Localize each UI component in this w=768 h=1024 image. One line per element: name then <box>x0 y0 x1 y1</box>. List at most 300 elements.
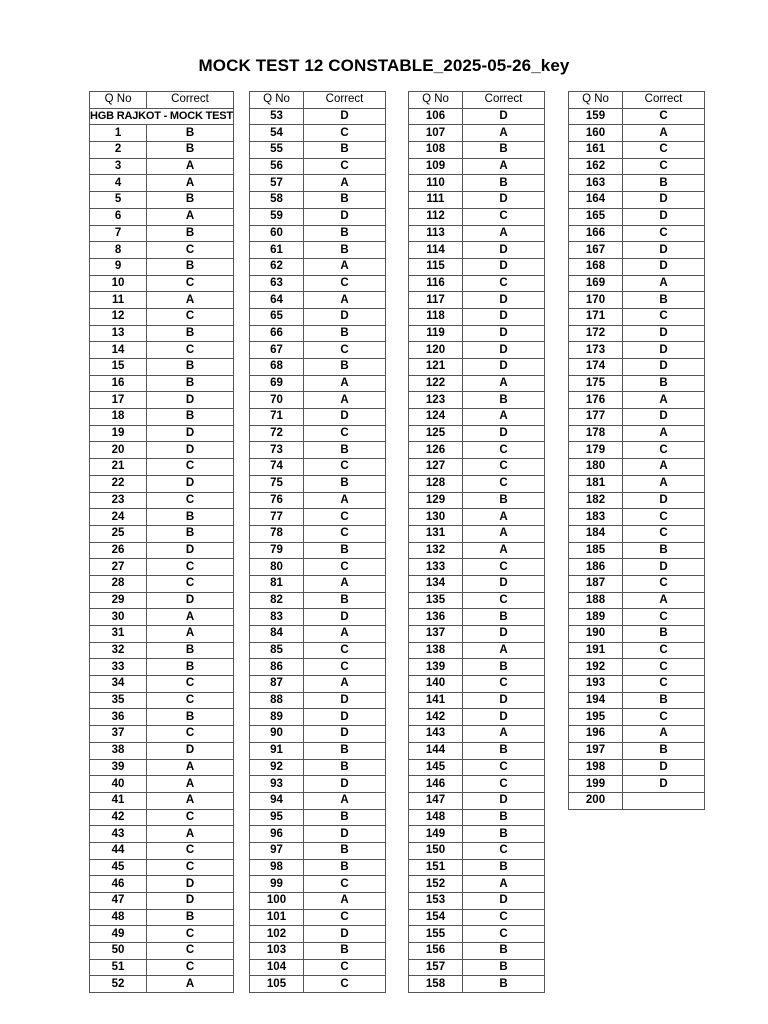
table-row <box>569 158 705 175</box>
table-row <box>409 559 545 576</box>
table-row <box>409 242 545 259</box>
question-number: 59 <box>250 208 304 225</box>
header-correct: Correct <box>304 92 386 109</box>
correct-answer: A <box>463 726 545 743</box>
table-row <box>569 192 705 209</box>
correct-answer: A <box>304 676 386 693</box>
table-row <box>90 542 234 559</box>
correct-answer: B <box>304 809 386 826</box>
question-number: 21 <box>90 459 147 476</box>
correct-answer: C <box>463 475 545 492</box>
correct-answer: A <box>304 392 386 409</box>
table-row <box>250 859 386 876</box>
question-number: 158 <box>409 976 463 993</box>
table-row <box>569 509 705 526</box>
correct-answer: D <box>623 242 705 259</box>
table-row <box>90 709 234 726</box>
table-header-row <box>569 92 705 109</box>
question-number: 57 <box>250 175 304 192</box>
correct-answer: A <box>147 609 234 626</box>
question-number: 147 <box>409 792 463 809</box>
question-number: 152 <box>409 876 463 893</box>
table-row <box>90 359 234 376</box>
correct-answer: C <box>147 859 234 876</box>
table-row <box>250 826 386 843</box>
question-number: 150 <box>409 842 463 859</box>
table-row <box>250 842 386 859</box>
correct-answer: B <box>304 742 386 759</box>
correct-answer: C <box>623 525 705 542</box>
table-row <box>569 308 705 325</box>
correct-answer: A <box>304 575 386 592</box>
table-row <box>409 342 545 359</box>
question-number: 32 <box>90 642 147 659</box>
question-number: 51 <box>90 959 147 976</box>
table-row <box>250 525 386 542</box>
question-number: 97 <box>250 842 304 859</box>
table-row <box>90 142 234 159</box>
table-row <box>569 242 705 259</box>
question-number: 35 <box>90 692 147 709</box>
correct-answer: D <box>304 709 386 726</box>
question-number: 44 <box>90 842 147 859</box>
correct-answer: D <box>623 409 705 426</box>
correct-answer: D <box>623 359 705 376</box>
question-number: 191 <box>569 642 623 659</box>
question-number: 65 <box>250 308 304 325</box>
question-number: 72 <box>250 425 304 442</box>
table-row <box>90 392 234 409</box>
correct-answer: D <box>304 308 386 325</box>
table-row <box>569 459 705 476</box>
correct-answer: B <box>147 192 234 209</box>
table-row <box>90 492 234 509</box>
table-row <box>409 659 545 676</box>
question-number: 92 <box>250 759 304 776</box>
table-row <box>250 909 386 926</box>
correct-answer: A <box>463 225 545 242</box>
question-number: 146 <box>409 776 463 793</box>
correct-answer: B <box>623 542 705 559</box>
correct-answer: A <box>304 375 386 392</box>
question-number: 143 <box>409 726 463 743</box>
correct-answer: C <box>147 676 234 693</box>
question-number: 196 <box>569 726 623 743</box>
correct-answer: B <box>304 359 386 376</box>
question-number: 199 <box>569 776 623 793</box>
table-row <box>569 659 705 676</box>
question-number: 195 <box>569 709 623 726</box>
question-number: 40 <box>90 776 147 793</box>
correct-answer: C <box>147 492 234 509</box>
correct-answer: B <box>304 859 386 876</box>
correct-answer: B <box>147 642 234 659</box>
table-row <box>90 409 234 426</box>
question-number: 138 <box>409 642 463 659</box>
correct-answer: C <box>463 208 545 225</box>
table-row <box>250 192 386 209</box>
table-row <box>569 626 705 643</box>
table-row <box>569 792 705 809</box>
table-row <box>409 392 545 409</box>
question-number: 109 <box>409 158 463 175</box>
correct-answer: B <box>147 325 234 342</box>
question-number: 8 <box>90 242 147 259</box>
question-number: 142 <box>409 709 463 726</box>
correct-answer: B <box>463 175 545 192</box>
table-row <box>409 459 545 476</box>
question-number: 27 <box>90 559 147 576</box>
question-number: 90 <box>250 726 304 743</box>
question-number: 22 <box>90 475 147 492</box>
question-number: 82 <box>250 592 304 609</box>
question-number: 121 <box>409 359 463 376</box>
table-row <box>90 375 234 392</box>
question-number: 64 <box>250 292 304 309</box>
table-row <box>569 575 705 592</box>
question-number: 136 <box>409 609 463 626</box>
correct-answer: A <box>463 375 545 392</box>
correct-answer: D <box>304 692 386 709</box>
correct-answer: C <box>463 776 545 793</box>
question-number: 34 <box>90 676 147 693</box>
correct-answer: C <box>304 459 386 476</box>
correct-answer: B <box>147 909 234 926</box>
question-number: 144 <box>409 742 463 759</box>
question-number: 130 <box>409 509 463 526</box>
correct-answer: A <box>623 475 705 492</box>
table-row <box>409 809 545 826</box>
correct-answer: B <box>147 409 234 426</box>
correct-answer: C <box>623 308 705 325</box>
question-number: 20 <box>90 442 147 459</box>
table-row <box>250 142 386 159</box>
correct-answer: B <box>623 626 705 643</box>
question-number: 28 <box>90 575 147 592</box>
correct-answer: D <box>463 893 545 910</box>
table-row <box>569 742 705 759</box>
correct-answer: B <box>147 142 234 159</box>
table-row <box>569 409 705 426</box>
table-row <box>569 542 705 559</box>
table-row <box>90 759 234 776</box>
correct-answer: C <box>623 108 705 125</box>
header-qno: Q No <box>90 92 147 109</box>
correct-answer: C <box>304 959 386 976</box>
correct-answer: D <box>463 692 545 709</box>
question-number: 132 <box>409 542 463 559</box>
question-number: 95 <box>250 809 304 826</box>
table-row <box>409 375 545 392</box>
question-number: 175 <box>569 375 623 392</box>
correct-answer: C <box>304 525 386 542</box>
correct-answer: D <box>147 893 234 910</box>
correct-answer: A <box>623 125 705 142</box>
question-number: 67 <box>250 342 304 359</box>
correct-answer: D <box>463 258 545 275</box>
question-number: 180 <box>569 459 623 476</box>
correct-answer: B <box>304 142 386 159</box>
table-row <box>409 759 545 776</box>
question-number: 135 <box>409 592 463 609</box>
correct-answer: C <box>623 509 705 526</box>
correct-answer: C <box>304 559 386 576</box>
table-row <box>409 726 545 743</box>
question-number: 11 <box>90 292 147 309</box>
table-row <box>569 609 705 626</box>
question-number: 48 <box>90 909 147 926</box>
correct-answer: B <box>463 492 545 509</box>
question-number: 58 <box>250 192 304 209</box>
table-row <box>250 125 386 142</box>
question-number: 50 <box>90 943 147 960</box>
question-number: 185 <box>569 542 623 559</box>
correct-answer: B <box>463 142 545 159</box>
question-number: 69 <box>250 375 304 392</box>
correct-answer: C <box>623 709 705 726</box>
table-row <box>409 642 545 659</box>
table-row <box>250 475 386 492</box>
correct-answer: A <box>623 392 705 409</box>
correct-answer: A <box>147 759 234 776</box>
question-number: 16 <box>90 375 147 392</box>
correct-answer: D <box>147 876 234 893</box>
correct-answer: D <box>147 392 234 409</box>
question-number: 145 <box>409 759 463 776</box>
table-row <box>569 492 705 509</box>
question-number: 171 <box>569 308 623 325</box>
question-number: 160 <box>569 125 623 142</box>
correct-answer: C <box>147 575 234 592</box>
correct-answer: A <box>304 792 386 809</box>
table-row <box>409 208 545 225</box>
table-row <box>250 575 386 592</box>
table-row <box>569 142 705 159</box>
table-row <box>409 926 545 943</box>
table-row <box>569 642 705 659</box>
correct-answer: B <box>463 859 545 876</box>
table-row <box>250 776 386 793</box>
correct-answer: A <box>463 542 545 559</box>
correct-answer: D <box>147 442 234 459</box>
table-row <box>250 292 386 309</box>
question-number: 120 <box>409 342 463 359</box>
header-qno: Q No <box>250 92 304 109</box>
table-row <box>250 626 386 643</box>
question-number: 7 <box>90 225 147 242</box>
correct-answer: B <box>623 692 705 709</box>
question-number: 167 <box>569 242 623 259</box>
question-number: 84 <box>250 626 304 643</box>
table-row <box>409 742 545 759</box>
correct-answer: B <box>304 759 386 776</box>
table-row <box>569 175 705 192</box>
table-row <box>90 225 234 242</box>
table-row <box>250 325 386 342</box>
correct-answer: A <box>147 792 234 809</box>
table-row <box>250 359 386 376</box>
question-number: 131 <box>409 525 463 542</box>
correct-answer: A <box>463 876 545 893</box>
question-number: 116 <box>409 275 463 292</box>
question-number: 184 <box>569 525 623 542</box>
correct-answer: B <box>304 225 386 242</box>
question-number: 186 <box>569 559 623 576</box>
correct-answer: D <box>463 192 545 209</box>
question-number: 87 <box>250 676 304 693</box>
question-number: 117 <box>409 292 463 309</box>
correct-answer: A <box>147 976 234 993</box>
table-row <box>90 575 234 592</box>
correct-answer: C <box>463 759 545 776</box>
correct-answer: A <box>463 125 545 142</box>
table-row <box>90 425 234 442</box>
table-row <box>90 792 234 809</box>
table-row <box>90 325 234 342</box>
correct-answer: C <box>304 642 386 659</box>
question-number: 85 <box>250 642 304 659</box>
table-row <box>250 893 386 910</box>
table-row <box>409 792 545 809</box>
question-number: 42 <box>90 809 147 826</box>
table-row <box>90 308 234 325</box>
question-number: 194 <box>569 692 623 709</box>
correct-answer: A <box>147 175 234 192</box>
table-row <box>569 208 705 225</box>
correct-answer: D <box>463 425 545 442</box>
question-number: 113 <box>409 225 463 242</box>
table-row <box>569 442 705 459</box>
correct-answer: C <box>623 142 705 159</box>
question-number: 45 <box>90 859 147 876</box>
correct-answer: C <box>147 342 234 359</box>
correct-answer: B <box>463 959 545 976</box>
question-number: 123 <box>409 392 463 409</box>
table-row <box>409 425 545 442</box>
question-number: 38 <box>90 742 147 759</box>
table-row <box>569 375 705 392</box>
table-header-row <box>250 92 386 109</box>
correct-answer: C <box>147 943 234 960</box>
table-row <box>250 425 386 442</box>
correct-answer: A <box>147 208 234 225</box>
question-number: 174 <box>569 359 623 376</box>
table-row <box>569 225 705 242</box>
table-row <box>409 959 545 976</box>
correct-answer: B <box>463 943 545 960</box>
table-row <box>569 292 705 309</box>
header-qno: Q No <box>409 92 463 109</box>
question-number: 192 <box>569 659 623 676</box>
table-row <box>250 959 386 976</box>
question-number: 110 <box>409 175 463 192</box>
correct-answer: C <box>623 225 705 242</box>
question-number: 107 <box>409 125 463 142</box>
question-number: 134 <box>409 575 463 592</box>
table-row <box>90 559 234 576</box>
correct-answer: B <box>304 842 386 859</box>
table-row <box>409 275 545 292</box>
table-row <box>90 676 234 693</box>
correct-answer: C <box>147 726 234 743</box>
correct-answer: C <box>304 876 386 893</box>
question-number: 46 <box>90 876 147 893</box>
answer-key-table-3 <box>408 91 545 993</box>
correct-answer: B <box>304 542 386 559</box>
question-number: 101 <box>250 909 304 926</box>
correct-answer: C <box>147 459 234 476</box>
correct-answer: B <box>623 175 705 192</box>
banner-row <box>90 108 234 125</box>
table-row <box>90 158 234 175</box>
question-number: 161 <box>569 142 623 159</box>
table-header-row <box>409 92 545 109</box>
correct-answer: D <box>463 626 545 643</box>
table-row <box>250 225 386 242</box>
answer-key-table-2 <box>249 91 386 993</box>
question-number: 170 <box>569 292 623 309</box>
table-row <box>90 809 234 826</box>
correct-answer: C <box>304 659 386 676</box>
correct-answer: B <box>463 976 545 993</box>
table-row <box>250 158 386 175</box>
correct-answer: A <box>147 158 234 175</box>
question-number: 5 <box>90 192 147 209</box>
question-number: 165 <box>569 208 623 225</box>
correct-answer: B <box>147 659 234 676</box>
correct-answer: C <box>623 642 705 659</box>
question-number: 54 <box>250 125 304 142</box>
table-row <box>250 659 386 676</box>
question-number: 148 <box>409 809 463 826</box>
question-number: 29 <box>90 592 147 609</box>
question-number: 102 <box>250 926 304 943</box>
correct-answer: D <box>304 826 386 843</box>
table-row <box>90 726 234 743</box>
correct-answer: C <box>463 275 545 292</box>
table-row <box>90 959 234 976</box>
correct-answer: D <box>463 242 545 259</box>
question-number: 1 <box>90 125 147 142</box>
table-row <box>250 742 386 759</box>
table-row <box>409 909 545 926</box>
table-row <box>409 709 545 726</box>
correct-answer: A <box>304 258 386 275</box>
correct-answer: D <box>463 359 545 376</box>
correct-answer: B <box>304 442 386 459</box>
correct-answer: C <box>623 659 705 676</box>
table-row <box>409 676 545 693</box>
correct-answer: C <box>304 342 386 359</box>
correct-answer: C <box>304 976 386 993</box>
correct-answer: C <box>463 559 545 576</box>
table-row <box>90 275 234 292</box>
question-number: 198 <box>569 759 623 776</box>
question-number: 183 <box>569 509 623 526</box>
correct-answer: A <box>304 626 386 643</box>
correct-answer: A <box>147 776 234 793</box>
question-number: 17 <box>90 392 147 409</box>
correct-answer: D <box>463 792 545 809</box>
question-number: 33 <box>90 659 147 676</box>
correct-answer: C <box>304 425 386 442</box>
table-row <box>90 459 234 476</box>
correct-answer: B <box>463 392 545 409</box>
correct-answer: B <box>463 742 545 759</box>
correct-answer: C <box>623 676 705 693</box>
question-number: 10 <box>90 275 147 292</box>
table-row <box>409 258 545 275</box>
